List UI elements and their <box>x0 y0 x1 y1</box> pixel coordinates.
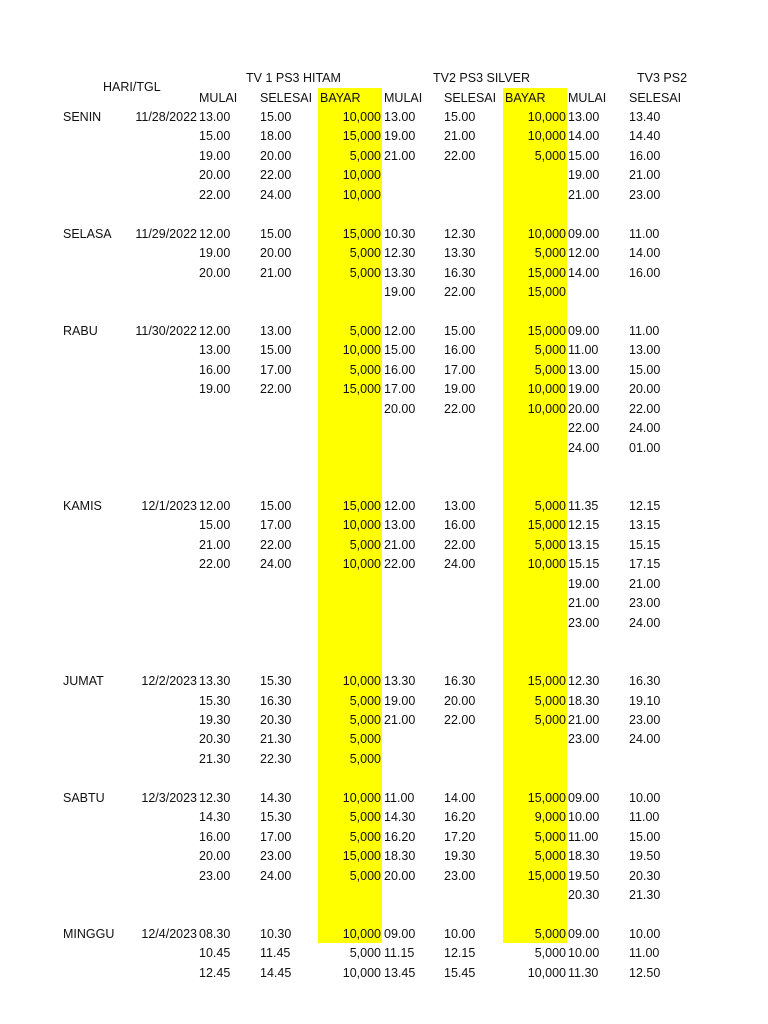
cell-tv3-selesai: 01.00 <box>629 440 661 455</box>
cell-tv1-bayar: 5,000 <box>349 712 381 727</box>
cell-tv2-bayar: 5,000 <box>534 693 566 708</box>
cell-tv2-selesai: 15.00 <box>444 110 476 124</box>
day-name: SELASA <box>63 226 112 241</box>
cell-tv1-selesai: 21.00 <box>260 265 292 280</box>
cell-tv2-selesai: 16.30 <box>444 265 476 280</box>
cell-tv1-selesai: 20.00 <box>260 246 292 261</box>
cell-tv3-mulai: 09.00 <box>568 323 600 338</box>
cell-tv3-selesai: 13.15 <box>629 518 661 533</box>
cell-tv2-mulai: 17.00 <box>384 382 416 397</box>
cell-tv1-selesai: 15.00 <box>260 226 292 241</box>
cell-tv2-selesai: 19.00 <box>444 382 476 397</box>
header-tv3: TV3 PS2 <box>637 71 688 85</box>
cell-tv2-selesai: 16.00 <box>444 343 476 358</box>
cell-tv2-mulai: 11.15 <box>384 946 415 961</box>
cell-tv3-selesai: 17.15 <box>629 557 661 572</box>
cell-tv2-bayar: 5,000 <box>534 362 566 377</box>
cell-tv1-bayar: 10,000 <box>342 343 381 358</box>
cell-tv2-selesai: 22.00 <box>444 401 476 416</box>
cell-tv3-mulai: 11.35 <box>568 499 599 513</box>
cell-tv2-selesai: 23.00 <box>444 868 476 883</box>
header-tv1-selesai: SELESAI <box>260 91 313 105</box>
cell-tv3-mulai: 15.00 <box>568 148 600 163</box>
cell-tv2-bayar: 10,000 <box>527 129 566 144</box>
cell-tv3-mulai: 13.00 <box>568 362 600 377</box>
cell-tv1-mulai: 20.30 <box>199 732 231 747</box>
cell-tv3-mulai: 13.15 <box>568 537 600 552</box>
header-tv2-bayar: BAYAR <box>505 91 546 105</box>
cell-tv1-mulai: 21.00 <box>199 537 231 552</box>
cell-tv1-bayar: 15,000 <box>342 382 381 397</box>
cell-tv2-mulai: 13.00 <box>384 110 416 124</box>
cell-tv3-selesai: 11.00 <box>629 323 660 338</box>
cell-tv2-mulai: 10.30 <box>384 226 416 241</box>
cell-tv3-mulai: 09.00 <box>568 926 600 941</box>
cell-tv2-selesai: 10.00 <box>444 926 476 941</box>
cell-tv3-selesai: 10.00 <box>629 926 661 941</box>
cell-tv2-selesai: 22.00 <box>444 537 476 552</box>
cell-tv3-selesai: 23.00 <box>629 596 661 611</box>
cell-tv3-mulai: 19.00 <box>568 576 600 591</box>
cell-tv2-selesai: 16.20 <box>444 810 476 825</box>
day-name: KAMIS <box>63 499 102 513</box>
cell-tv2-mulai: 11.00 <box>384 790 415 805</box>
cell-tv1-mulai: 22.00 <box>199 187 231 202</box>
cell-tv1-mulai: 20.00 <box>199 849 231 864</box>
cell-tv1-mulai: 20.00 <box>199 168 231 183</box>
cell-tv2-mulai: 21.00 <box>384 712 416 727</box>
cell-tv1-mulai: 15.00 <box>199 129 231 144</box>
cell-tv3-mulai: 12.15 <box>568 518 600 533</box>
cell-tv2-bayar: 10,000 <box>527 965 566 980</box>
cell-tv2-bayar: 15,000 <box>527 265 566 280</box>
cell-tv1-bayar: 15,000 <box>342 226 381 241</box>
cell-tv3-mulai: 19.00 <box>568 168 600 183</box>
header-tv2: TV2 PS3 SILVER <box>433 71 531 85</box>
cell-tv2-mulai: 21.00 <box>384 537 416 552</box>
cell-tv1-selesai: 10.30 <box>260 926 292 941</box>
cell-tv1-selesai: 22.30 <box>260 751 292 766</box>
cell-tv2-mulai: 16.20 <box>384 829 416 844</box>
header-tv1-bayar: BAYAR <box>320 91 361 105</box>
day-name: MINGGU <box>63 926 115 941</box>
cell-tv3-selesai: 24.00 <box>629 615 661 630</box>
cell-tv1-selesai: 17.00 <box>260 518 292 533</box>
cell-tv1-mulai: 12.00 <box>199 499 231 513</box>
cell-tv1-mulai: 21.30 <box>199 751 231 766</box>
cell-tv1-mulai: 10.45 <box>199 946 231 961</box>
cell-tv1-selesai: 17.00 <box>260 362 292 377</box>
cell-tv1-selesai: 22.00 <box>260 168 292 183</box>
cell-tv2-mulai: 13.00 <box>384 518 416 533</box>
header-tv1: TV 1 PS3 HITAM <box>246 71 341 85</box>
cell-tv1-mulai: 14.30 <box>199 810 231 825</box>
cell-tv3-selesai: 19.50 <box>629 849 661 864</box>
cell-tv2-bayar: 10,000 <box>527 382 566 397</box>
cell-tv2-bayar: 10,000 <box>527 557 566 572</box>
cell-tv3-mulai: 12.30 <box>568 674 600 689</box>
cell-tv2-bayar: 15,000 <box>527 790 566 805</box>
cell-tv2-bayar: 9,000 <box>534 810 566 825</box>
cell-tv2-mulai: 13.30 <box>384 674 416 689</box>
cell-tv1-bayar: 5,000 <box>349 362 381 377</box>
cell-tv1-mulai: 08.30 <box>199 926 231 941</box>
cell-tv1-mulai: 12.45 <box>199 965 231 980</box>
cell-tv1-bayar: 15,000 <box>342 849 381 864</box>
cell-tv3-mulai: 23.00 <box>568 732 600 747</box>
cell-tv1-selesai: 24.00 <box>260 557 292 572</box>
cell-tv2-selesai: 17.20 <box>444 829 476 844</box>
cell-tv3-mulai: 18.30 <box>568 693 600 708</box>
cell-tv3-mulai: 10.00 <box>568 810 600 825</box>
header-hari-tgl: HARI/TGL <box>103 80 161 94</box>
cell-tv1-mulai: 20.00 <box>199 265 231 280</box>
cell-tv3-selesai: 14.40 <box>629 129 661 144</box>
cell-tv3-selesai: 11.00 <box>629 226 660 241</box>
cell-tv3-selesai: 13.40 <box>629 110 661 124</box>
cell-tv1-bayar: 5,000 <box>349 751 381 766</box>
cell-tv3-selesai: 16.30 <box>629 674 661 689</box>
cell-tv2-mulai: 19.00 <box>384 285 416 300</box>
header-tv1-mulai: MULAI <box>199 91 238 105</box>
cell-tv1-bayar: 10,000 <box>342 187 381 202</box>
cell-tv3-mulai: 09.00 <box>568 790 600 805</box>
cell-tv2-mulai: 16.00 <box>384 362 416 377</box>
cell-tv2-bayar: 10,000 <box>527 110 566 124</box>
cell-tv1-selesai: 22.00 <box>260 537 292 552</box>
cell-tv1-mulai: 13.00 <box>199 343 231 358</box>
cell-tv2-selesai: 19.30 <box>444 849 476 864</box>
cell-tv1-selesai: 15.00 <box>260 499 292 513</box>
header-tv3-selesai: SELESAI <box>629 91 682 105</box>
cell-tv1-mulai: 12.30 <box>199 790 231 805</box>
cell-tv2-selesai: 13.30 <box>444 246 476 261</box>
cell-tv3-mulai: 20.30 <box>568 888 600 902</box>
cell-tv1-selesai: 14.30 <box>260 790 292 805</box>
cell-tv3-mulai: 20.00 <box>568 401 600 416</box>
cell-tv3-selesai: 11.00 <box>629 946 660 961</box>
cell-tv1-mulai: 12.00 <box>199 323 231 338</box>
cell-tv1-selesai: 23.00 <box>260 849 292 864</box>
day-date: 11/30/2022 <box>135 323 197 338</box>
cell-tv3-selesai: 10.00 <box>629 790 661 805</box>
cell-tv2-bayar: 10,000 <box>527 401 566 416</box>
cell-tv2-bayar: 5,000 <box>534 246 566 261</box>
cell-tv1-selesai: 24.00 <box>260 187 292 202</box>
cell-tv3-selesai: 15.15 <box>629 537 661 552</box>
cell-tv3-selesai: 12.15 <box>629 499 661 513</box>
cell-tv2-mulai: 12.30 <box>384 246 416 261</box>
cell-tv3-selesai: 22.00 <box>629 401 661 416</box>
cell-tv2-mulai: 18.30 <box>384 849 416 864</box>
cell-tv2-mulai: 19.00 <box>384 129 416 144</box>
cell-tv1-bayar: 5,000 <box>349 693 381 708</box>
day-date: 11/28/2022 <box>135 110 197 124</box>
cell-tv3-selesai: 16.00 <box>629 148 661 163</box>
cell-tv2-mulai: 20.00 <box>384 868 416 883</box>
cell-tv3-selesai: 12.50 <box>629 965 661 980</box>
cell-tv2-bayar: 5,000 <box>534 537 566 552</box>
cell-tv2-bayar: 5,000 <box>534 499 566 513</box>
day-date: 12/3/2023 <box>141 790 197 805</box>
cell-tv3-selesai: 21.00 <box>629 168 661 183</box>
cell-tv1-selesai: 13.00 <box>260 323 292 338</box>
cell-tv1-mulai: 16.00 <box>199 362 231 377</box>
cell-tv1-selesai: 18.00 <box>260 129 292 144</box>
cell-tv3-mulai: 22.00 <box>568 421 600 436</box>
cell-tv2-bayar: 5,000 <box>534 946 566 961</box>
cell-tv2-mulai: 21.00 <box>384 148 416 163</box>
cell-tv3-selesai: 11.00 <box>629 810 660 825</box>
cell-tv1-selesai: 15.00 <box>260 110 292 124</box>
cell-tv1-selesai: 20.00 <box>260 148 292 163</box>
cell-tv1-bayar: 15,000 <box>342 499 381 513</box>
cell-tv3-mulai: 15.15 <box>568 557 600 572</box>
cell-tv3-mulai: 19.50 <box>568 868 600 883</box>
cell-tv1-mulai: 15.00 <box>199 518 231 533</box>
cell-tv2-mulai: 14.30 <box>384 810 416 825</box>
cell-tv3-mulai: 14.00 <box>568 129 600 144</box>
cell-tv1-bayar: 5,000 <box>349 810 381 825</box>
cell-tv1-mulai: 19.00 <box>199 246 231 261</box>
cell-tv3-selesai: 23.00 <box>629 187 661 202</box>
cell-tv3-selesai: 21.00 <box>629 576 661 591</box>
cell-tv1-bayar: 5,000 <box>349 246 381 261</box>
cell-tv2-bayar: 15,000 <box>527 674 566 689</box>
cell-tv2-mulai: 12.00 <box>384 499 416 513</box>
cell-tv3-selesai: 15.00 <box>629 829 661 844</box>
header-tv2-selesai: SELESAI <box>444 91 497 105</box>
cell-tv1-mulai: 19.30 <box>199 712 231 727</box>
cell-tv3-selesai: 19.10 <box>629 693 661 708</box>
cell-tv2-selesai: 17.00 <box>444 362 476 377</box>
cell-tv2-selesai: 24.00 <box>444 557 476 572</box>
cell-tv1-bayar: 5,000 <box>349 868 381 883</box>
header-tv3-mulai: MULAI <box>568 91 607 105</box>
cell-tv1-bayar: 5,000 <box>349 829 381 844</box>
cell-tv2-bayar: 15,000 <box>527 518 566 533</box>
cell-tv3-mulai: 12.00 <box>568 246 600 261</box>
cell-tv2-selesai: 22.00 <box>444 285 476 300</box>
day-name: SENIN <box>63 110 102 124</box>
day-date: 12/4/2023 <box>141 926 197 941</box>
cell-tv3-selesai: 24.00 <box>629 732 661 747</box>
cell-tv1-selesai: 16.30 <box>260 693 292 708</box>
cell-tv1-selesai: 11.45 <box>260 946 291 961</box>
cell-tv2-mulai: 13.30 <box>384 265 416 280</box>
cell-tv1-bayar: 10,000 <box>342 674 381 689</box>
cell-tv3-selesai: 23.00 <box>629 712 661 727</box>
cell-tv2-bayar: 15,000 <box>527 285 566 300</box>
cell-tv2-selesai: 16.00 <box>444 518 476 533</box>
cell-tv2-mulai: 09.00 <box>384 926 416 941</box>
cell-tv2-selesai: 13.00 <box>444 499 476 513</box>
cell-tv3-selesai: 13.00 <box>629 343 661 358</box>
cell-tv1-bayar: 15,000 <box>342 129 381 144</box>
cell-tv1-mulai: 16.00 <box>199 829 231 844</box>
cell-tv2-selesai: 14.00 <box>444 790 476 805</box>
cell-tv2-mulai: 15.00 <box>384 343 416 358</box>
cell-tv3-selesai: 21.30 <box>629 888 661 902</box>
cell-tv1-mulai: 23.00 <box>199 868 231 883</box>
cell-tv2-mulai: 12.00 <box>384 323 416 338</box>
cell-tv3-mulai: 21.00 <box>568 596 600 611</box>
cell-tv3-selesai: 20.00 <box>629 382 661 397</box>
cell-tv1-bayar: 10,000 <box>342 790 381 805</box>
cell-tv1-selesai: 17.00 <box>260 829 292 844</box>
cell-tv1-bayar: 10,000 <box>342 965 381 980</box>
cell-tv2-selesai: 12.15 <box>444 946 476 961</box>
cell-tv1-bayar: 5,000 <box>349 946 381 961</box>
cell-tv2-mulai: 13.45 <box>384 965 416 980</box>
cell-tv2-bayar: 5,000 <box>534 343 566 358</box>
cell-tv2-mulai: 20.00 <box>384 401 416 416</box>
cell-tv3-mulai: 23.00 <box>568 615 600 630</box>
cell-tv2-bayar: 10,000 <box>527 226 566 241</box>
cell-tv3-mulai: 24.00 <box>568 440 600 455</box>
cell-tv3-selesai: 15.00 <box>629 362 661 377</box>
cell-tv1-mulai: 19.00 <box>199 148 231 163</box>
cell-tv3-selesai: 16.00 <box>629 265 661 280</box>
cell-tv1-mulai: 22.00 <box>199 557 231 572</box>
cell-tv2-bayar: 5,000 <box>534 926 566 941</box>
cell-tv2-selesai: 20.00 <box>444 693 476 708</box>
cell-tv1-mulai: 13.00 <box>199 110 231 124</box>
cell-tv2-selesai: 21.00 <box>444 129 476 144</box>
day-name: JUMAT <box>63 674 104 689</box>
day-date: 12/2/2023 <box>141 674 197 689</box>
cell-tv3-mulai: 19.00 <box>568 382 600 397</box>
day-date: 11/29/2022 <box>135 226 197 241</box>
cell-tv3-mulai: 13.00 <box>568 110 600 124</box>
cell-tv3-mulai: 11.00 <box>568 829 599 844</box>
cell-tv1-bayar: 5,000 <box>349 265 381 280</box>
cell-tv3-selesai: 24.00 <box>629 421 661 436</box>
cell-tv3-mulai: 21.00 <box>568 187 600 202</box>
cell-tv2-mulai: 22.00 <box>384 557 416 572</box>
cell-tv1-selesai: 15.30 <box>260 674 292 689</box>
cell-tv1-selesai: 15.30 <box>260 810 292 825</box>
cell-tv1-bayar: 10,000 <box>342 110 381 124</box>
cell-tv1-mulai: 12.00 <box>199 226 231 241</box>
cell-tv3-mulai: 11.30 <box>568 965 599 980</box>
cell-tv1-selesai: 15.00 <box>260 343 292 358</box>
cell-tv1-bayar: 5,000 <box>349 732 381 747</box>
cell-tv2-bayar: 15,000 <box>527 868 566 883</box>
cell-tv3-selesai: 14.00 <box>629 246 661 261</box>
cell-tv1-bayar: 10,000 <box>342 557 381 572</box>
cell-tv2-bayar: 5,000 <box>534 148 566 163</box>
day-name: SABTU <box>63 790 105 805</box>
cell-tv1-selesai: 21.30 <box>260 732 292 747</box>
cell-tv1-selesai: 14.45 <box>260 965 292 980</box>
cell-tv1-bayar: 5,000 <box>349 323 381 338</box>
cell-tv1-selesai: 22.00 <box>260 382 292 397</box>
cell-tv1-mulai: 19.00 <box>199 382 231 397</box>
cell-tv2-selesai: 16.30 <box>444 674 476 689</box>
cell-tv1-bayar: 10,000 <box>342 168 381 183</box>
cell-tv3-mulai: 14.00 <box>568 265 600 280</box>
cell-tv3-mulai: 09.00 <box>568 226 600 241</box>
cell-tv3-mulai: 11.00 <box>568 343 599 358</box>
cell-tv3-mulai: 10.00 <box>568 946 600 961</box>
cell-tv2-mulai: 19.00 <box>384 693 416 708</box>
cell-tv1-bayar: 5,000 <box>349 537 381 552</box>
header-tv2-mulai: MULAI <box>384 91 423 105</box>
cell-tv1-bayar: 10,000 <box>342 926 381 941</box>
cell-tv2-selesai: 22.00 <box>444 712 476 727</box>
cell-tv2-selesai: 12.30 <box>444 226 476 241</box>
cell-tv1-selesai: 20.30 <box>260 712 292 727</box>
cell-tv2-selesai: 15.45 <box>444 965 476 980</box>
cell-tv3-selesai: 20.30 <box>629 868 661 883</box>
cell-tv1-bayar: 10,000 <box>342 518 381 533</box>
cell-tv3-mulai: 18.30 <box>568 849 600 864</box>
cell-tv1-mulai: 15.30 <box>199 693 231 708</box>
cell-tv1-bayar: 5,000 <box>349 148 381 163</box>
cell-tv2-selesai: 22.00 <box>444 148 476 163</box>
cell-tv2-selesai: 15.00 <box>444 323 476 338</box>
cell-tv2-bayar: 5,000 <box>534 829 566 844</box>
cell-tv1-mulai: 13.30 <box>199 674 231 689</box>
cell-tv3-mulai: 21.00 <box>568 712 600 727</box>
cell-tv1-selesai: 24.00 <box>260 868 292 883</box>
day-date: 12/1/2023 <box>141 499 197 513</box>
cell-tv2-bayar: 15,000 <box>527 323 566 338</box>
day-name: RABU <box>63 323 98 338</box>
cell-tv2-bayar: 5,000 <box>534 849 566 864</box>
cell-tv2-bayar: 5,000 <box>534 712 566 727</box>
